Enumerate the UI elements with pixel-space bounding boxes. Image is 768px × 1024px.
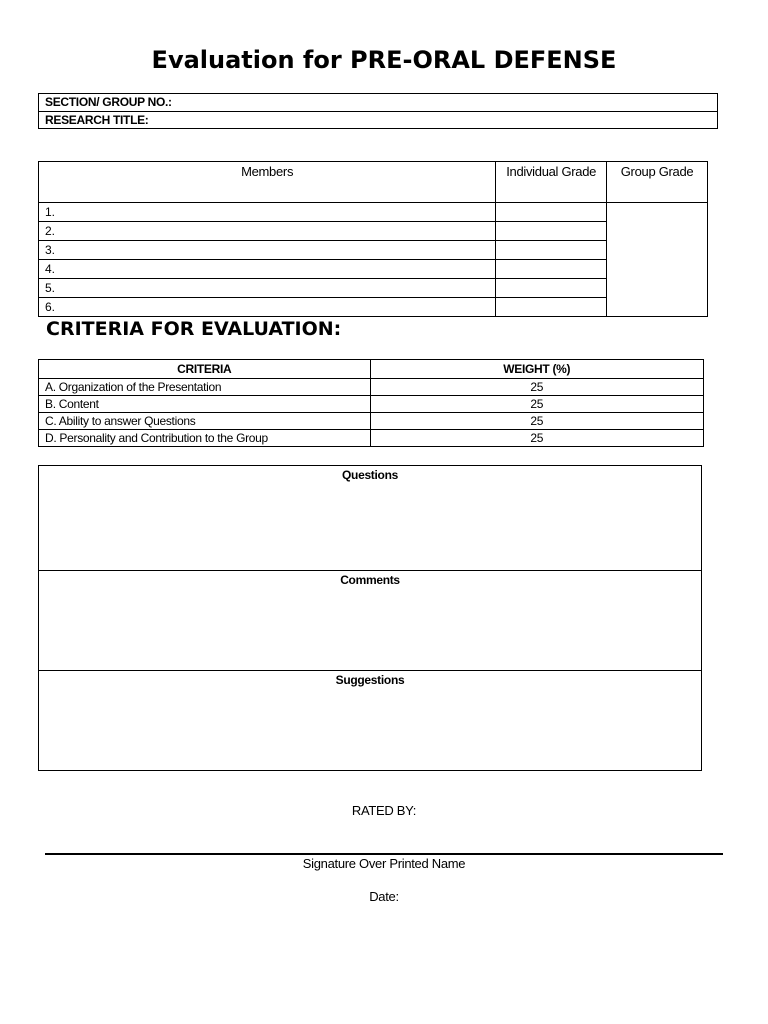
table-row xyxy=(39,430,704,447)
criteria-weight: 25 xyxy=(370,413,703,430)
member-name-cell[interactable]: 4. xyxy=(39,260,496,279)
criteria-header: CRITERIA xyxy=(39,360,371,379)
individual-grade-cell[interactable] xyxy=(496,260,607,279)
member-name-cell[interactable]: 1. xyxy=(39,203,496,222)
criteria-name: A. Organization of the Presentation xyxy=(39,379,371,396)
criteria-header-row xyxy=(39,360,704,379)
individual-grade-cell[interactable] xyxy=(496,298,607,317)
weight-header: WEIGHT (%) xyxy=(370,360,703,379)
individual-grade-cell[interactable] xyxy=(496,203,607,222)
member-name-cell[interactable]: 5. xyxy=(39,279,496,298)
members-header-row xyxy=(39,162,708,203)
group-grade-header: Group Grade xyxy=(607,162,708,203)
rated-by-label: RATED BY: xyxy=(351,803,417,818)
members-table xyxy=(38,161,708,317)
criteria-table xyxy=(38,359,704,447)
table-row xyxy=(39,396,704,413)
individual-grade-cell[interactable] xyxy=(496,241,607,260)
table-row xyxy=(39,203,708,222)
questions-label: Questions xyxy=(342,468,398,482)
individual-grade-cell[interactable] xyxy=(496,222,607,241)
criteria-weight: 25 xyxy=(370,396,703,413)
criteria-name: B. Content xyxy=(39,396,371,413)
criteria-weight: 25 xyxy=(370,430,703,447)
comments-section[interactable] xyxy=(39,570,701,670)
individual-grade-cell[interactable] xyxy=(496,279,607,298)
group-info-box xyxy=(38,93,718,129)
member-name-cell[interactable]: 6. xyxy=(39,298,496,317)
member-name-cell[interactable]: 3. xyxy=(39,241,496,260)
date-label: Date: xyxy=(369,889,399,904)
criteria-name: C. Ability to answer Questions xyxy=(39,413,371,430)
feedback-box xyxy=(38,465,702,771)
members-header: Members xyxy=(39,162,496,203)
member-name-cell[interactable]: 2. xyxy=(39,222,496,241)
signature-label: Signature Over Printed Name xyxy=(302,856,466,871)
suggestions-label: Suggestions xyxy=(335,673,405,687)
group-grade-cell[interactable] xyxy=(607,203,708,317)
research-title-field[interactable]: RESEARCH TITLE: xyxy=(39,111,717,128)
criteria-name: D. Personality and Contribution to the Group xyxy=(39,430,371,447)
signature-line[interactable] xyxy=(45,853,723,855)
suggestions-section[interactable] xyxy=(39,670,701,770)
comments-label: Comments xyxy=(340,573,400,587)
table-row xyxy=(39,413,704,430)
table-row xyxy=(39,379,704,396)
criteria-weight: 25 xyxy=(370,379,703,396)
criteria-heading: CRITERIA FOR EVALUATION: xyxy=(46,318,342,340)
questions-section[interactable] xyxy=(39,466,701,570)
individual-grade-header: Individual Grade xyxy=(496,162,607,203)
page-title: Evaluation for PRE-ORAL DEFENSE xyxy=(151,46,617,74)
section-group-field[interactable]: SECTION/ GROUP NO.: xyxy=(45,95,172,109)
